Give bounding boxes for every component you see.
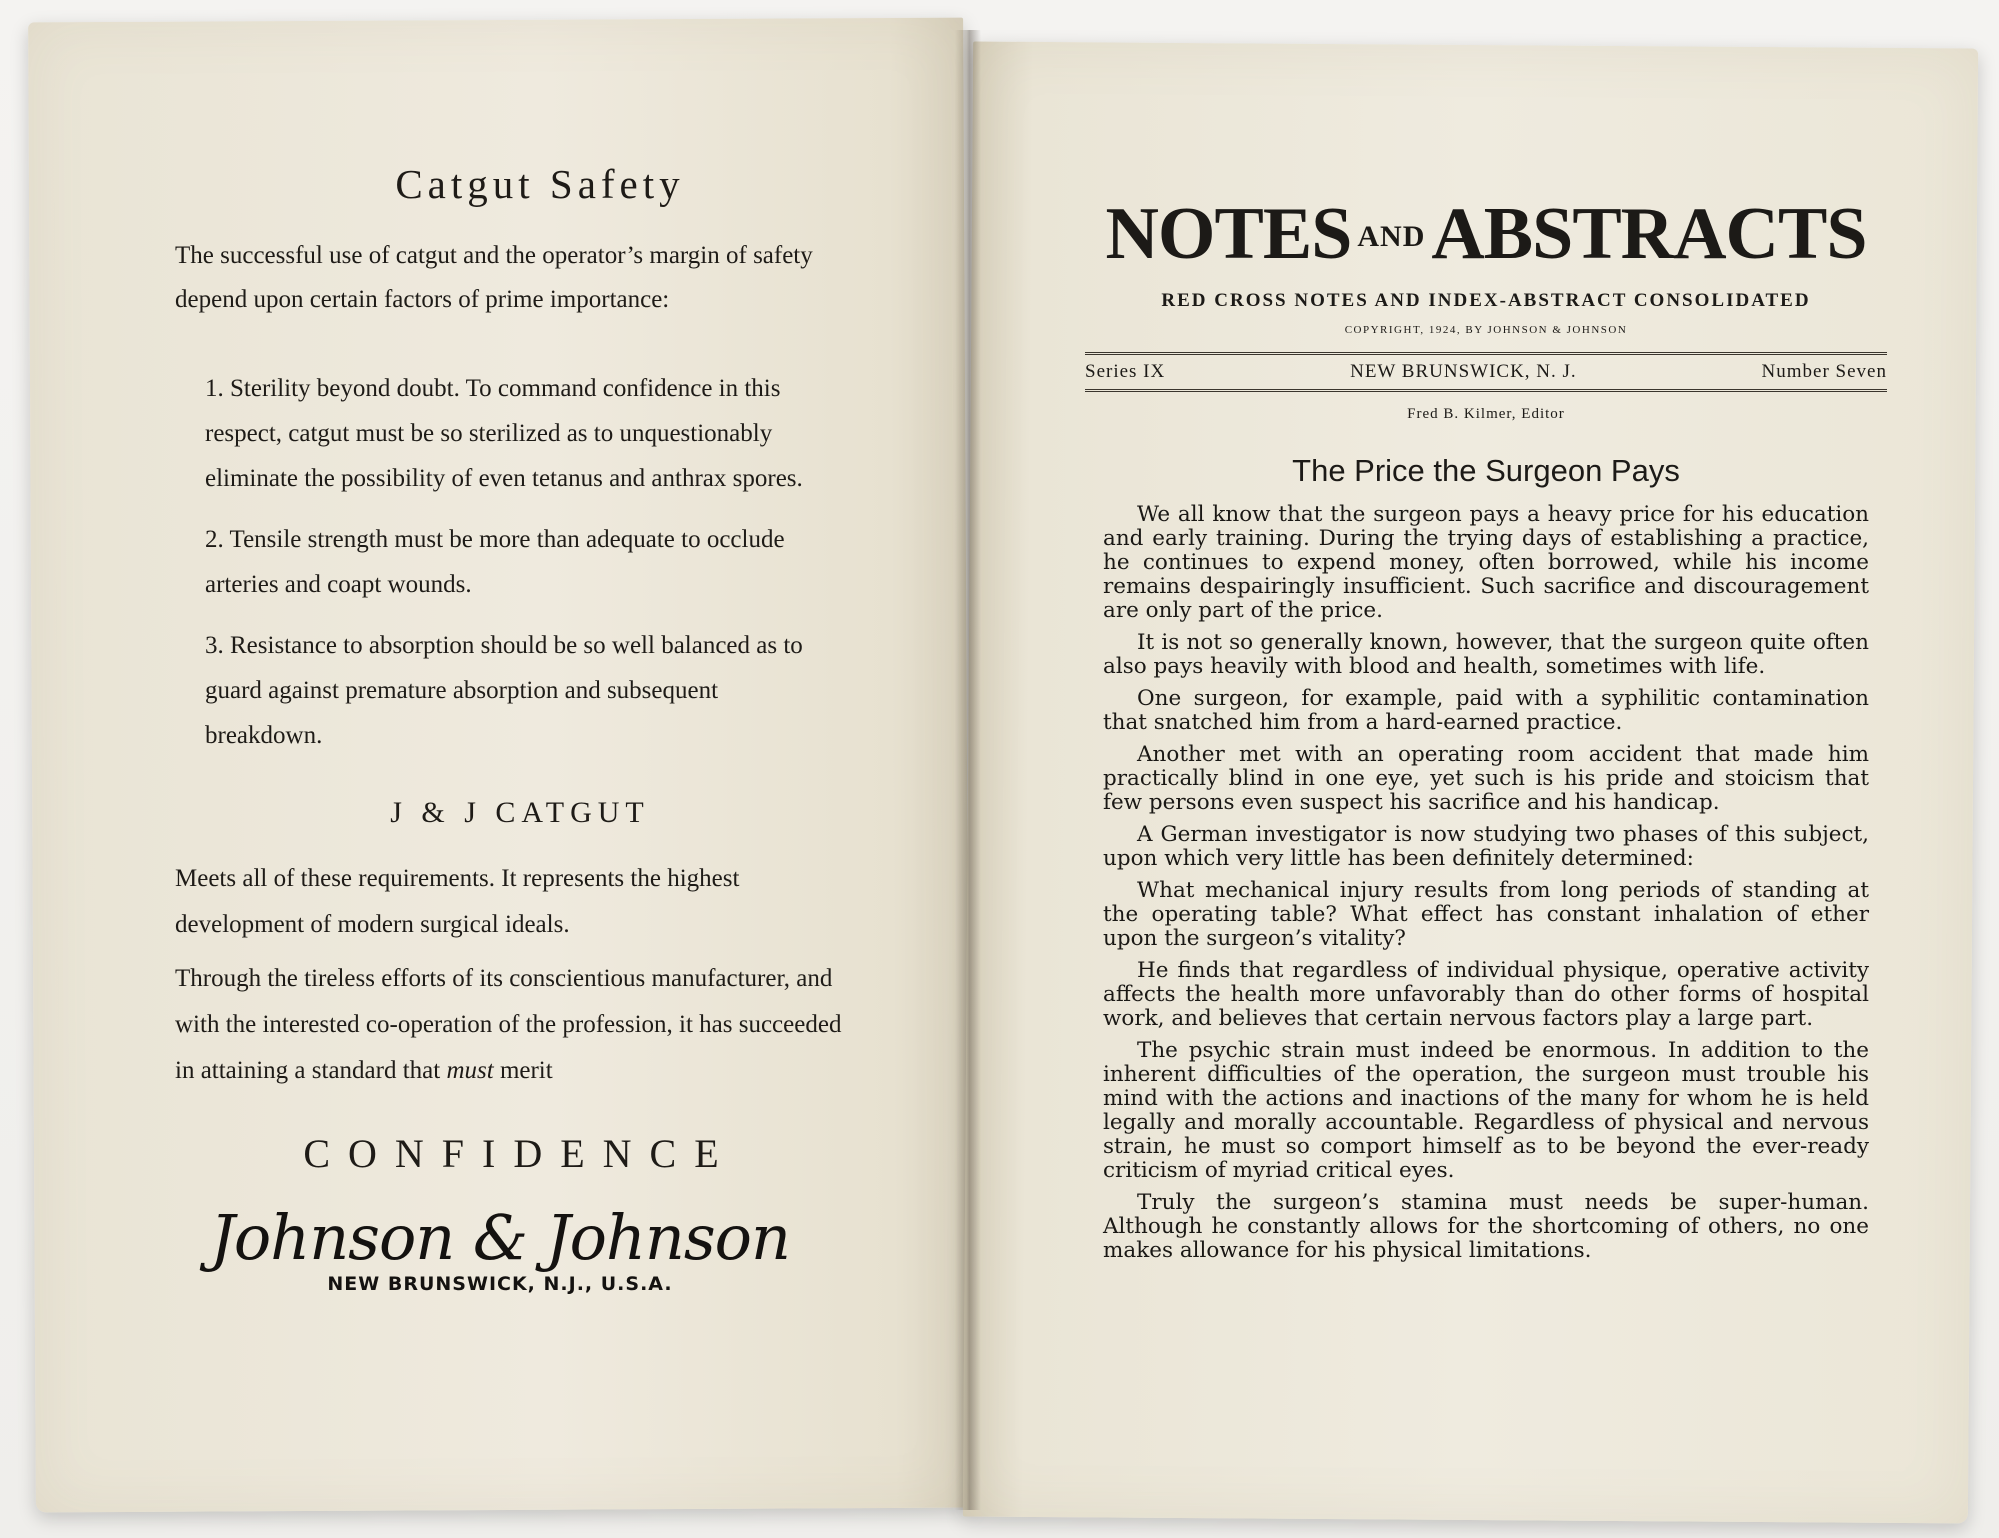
list-item: 1. Sterility beyond doubt. To command confidence in this respect, catgut must be so sterilized as to unquestionably eliminate the possibility of even tetanus and anthrax spores. — [205, 375, 803, 492]
article-paragraph: One surgeon, for example, paid with a syphilitic contamination that snatched him from a hard-earned practice. — [1103, 686, 1869, 735]
emphasis-text: must — [446, 1057, 494, 1084]
masthead — [1085, 195, 1887, 276]
left-page-content — [175, 150, 865, 1295]
masthead-notes: NOTES — [1105, 193, 1352, 275]
number-label: Number Seven — [1761, 361, 1887, 382]
article-paragraph: It is not so generally known, however, that the surgeon quite often also pays heavily with blood and health, sometimes with life. — [1103, 630, 1869, 679]
masthead-and: AND — [1357, 220, 1426, 253]
article-paragraph: A German investigator is now studying two phases of this subject, upon which very little has been definitely determined: — [1103, 822, 1869, 871]
right-page-content — [1085, 195, 1887, 1271]
article-body — [1085, 503, 1887, 1263]
paragraph — [175, 956, 865, 1094]
paragraph: Meets all of these requirements. It represents the highest development of modern surgical ideals. — [175, 865, 740, 938]
article-paragraph: We all know that the surgeon pays a heavy price for his education and early training. During the trying days of establishing a practice, he continues to expend money, often borrowed, while his income remains despairingly insufficient. Such sacrifice and discouragement are only part of the price. — [1103, 502, 1869, 623]
section-heading: J & J CATGUT — [390, 796, 650, 829]
location-label: NEW BRUNSWICK, N. J. — [1350, 361, 1577, 382]
list-item: 2. Tensile strength must be more than adequate to occlude arteries and coapt wounds. — [205, 526, 785, 598]
editor-line: Fred B. Kilmer, Editor — [1407, 406, 1565, 422]
list-item: 3. Resistance to absorption should be so well balanced as to guard against premature absorption and subsequent breakdown. — [205, 632, 803, 749]
company-logo — [135, 1201, 865, 1295]
book-gutter — [955, 30, 981, 1510]
article-paragraph: Truly the surgeon’s stamina must needs be super-human. Although he constantly allows for the shortcoming of others, no one makes allowance for his physical limitations. — [1103, 1190, 1869, 1263]
copyright-line: COPYRIGHT, 1924, BY JOHNSON & JOHNSON — [1344, 324, 1628, 336]
paragraph-text: merit — [493, 1057, 553, 1084]
article-paragraph: He finds that regardless of individual physique, operative activity affects the health more unfavorably than do other forms of hospital work, and believes that certain nervous factors play a large part. — [1103, 958, 1869, 1031]
logo-script: Johnson & Johnson — [210, 1201, 790, 1274]
series-label: Series IX — [1085, 361, 1166, 382]
page-title: Catgut Safety — [395, 161, 685, 207]
article-paragraph: The psychic strain must indeed be enormous. In addition to the inherent difficulties of the operation, the surgeon must trouble his mind with the actions and inactions of the many for whom he is held legally and morally accountable. Regardless of physical and nervous strain, he must so comport himself as to be beyond the ever-ready criticism of myriad critical eyes. — [1103, 1038, 1869, 1183]
factors-list — [175, 366, 865, 758]
masthead-abstracts: ABSTRACTS — [1431, 193, 1867, 275]
intro-text: The successful use of catgut and the operator’s margin of safety depend upon certain factors of prime importance: — [175, 242, 813, 313]
article-title: The Price the Surgeon Pays — [1292, 453, 1680, 488]
paragraph-text: Through the tireless efforts of its conscientious manufacturer, and with the interested co-operation of the profession, it has succeeded in attaining a standard that — [175, 965, 842, 1084]
logo-location: NEW BRUNSWICK, N.J., U.S.A. — [327, 1273, 673, 1295]
subhead: RED CROSS NOTES AND INDEX-ABSTRACT CONSOLIDATED — [1161, 290, 1811, 311]
closing-word: CONFIDENCE — [303, 1131, 737, 1176]
series-bar — [1085, 352, 1887, 392]
article-paragraph: What mechanical injury results from long periods of standing at the operating table? What effect has constant inhalation of ether upon the surgeon’s vitality? — [1103, 878, 1869, 951]
article-paragraph: Another met with an operating room accident that made him practically blind in one eye, yet such is his pride and stoicism that few persons even suspect his sacrifice and his handicap. — [1103, 742, 1869, 815]
